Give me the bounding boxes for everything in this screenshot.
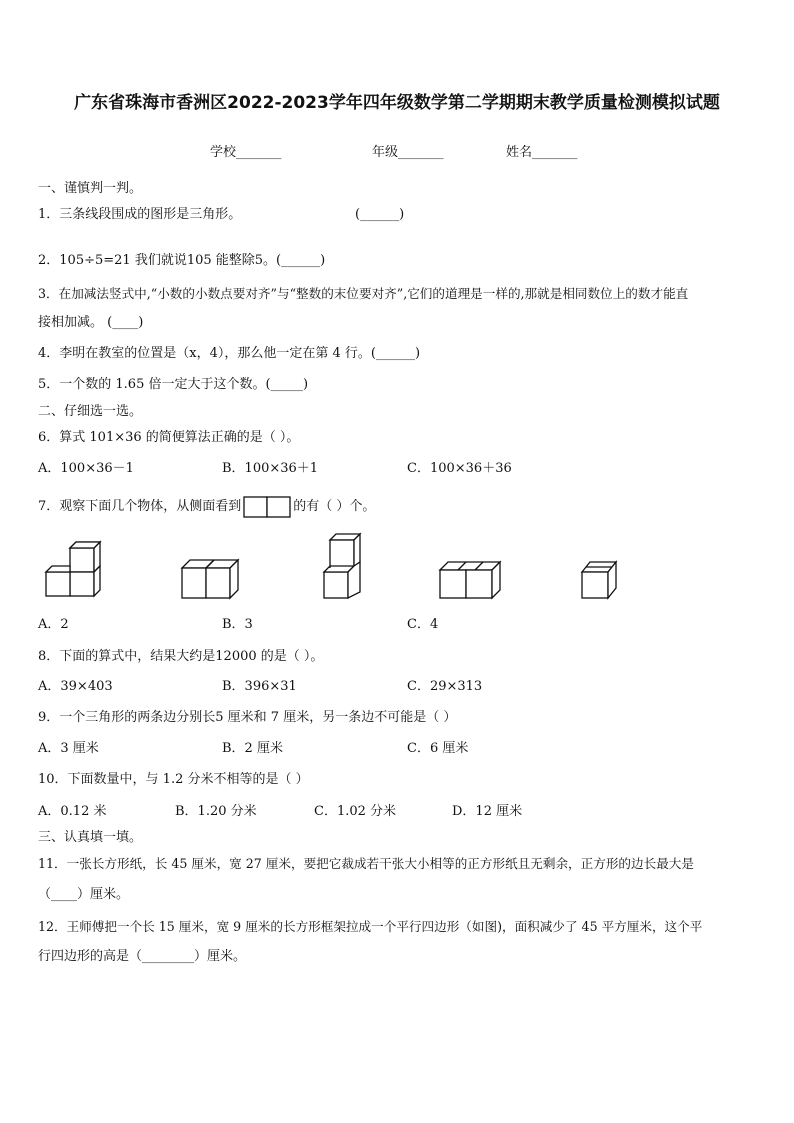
question-10-option-b: B．1.20 分米 <box>175 804 257 819</box>
question-12-line-2: 行四边形的高是（________）厘米。 <box>38 949 247 964</box>
question-11-line-2: （____）厘米。 <box>38 887 130 902</box>
question-9: 9．一个三角形的两条边分别长5 厘米和 7 厘米，另一条边不可能是（ ） <box>38 710 457 725</box>
question-9-option-b: B．2 厘米 <box>222 741 283 756</box>
question-8-option-b: B．396×31 <box>222 679 297 694</box>
grade-field: 年级_______ <box>372 145 444 160</box>
question-6-option-b: B．100×36＋1 <box>222 461 319 476</box>
question-1 <box>38 206 241 224</box>
question-2: 2．105÷5=21 我们就说105 能整除5。(______) <box>38 253 326 268</box>
question-7-text-before: 7．观察下面几个物体，从侧面看到 <box>38 499 242 514</box>
cube-figure-5 <box>580 560 620 602</box>
question-1-blank: (______) <box>355 207 405 222</box>
exam-title: 广东省珠海市香洲区2022-2023学年四年级数学第二学期期末教学质量检测模拟试题 <box>74 93 720 113</box>
question-6-option-c: C．100×36＋36 <box>407 461 512 476</box>
cube-figure-2 <box>180 556 244 602</box>
question-6: 6．算式 101×36 的简便算法正确的是（ ）。 <box>38 430 300 445</box>
question-7-option-b: B．3 <box>222 617 253 632</box>
question-5: 5．一个数的 1.65 倍一定大于这个数。(_____) <box>38 377 309 392</box>
cube-figure-1 <box>44 538 106 602</box>
cube-figure-3 <box>320 532 364 602</box>
section-1-heading: 一、谨慎判一判。 <box>38 181 143 196</box>
question-3-line-1: 3．在加减法竖式中,“小数的小数点要对齐”与“整数的末位要对齐”,它们的道理是一样的,那就是相同数位上的数才能直 <box>38 286 689 301</box>
question-10-option-a: A．0.12 米 <box>38 804 107 819</box>
cube-figure-4 <box>438 560 504 602</box>
question-7-option-c: C．4 <box>407 617 439 632</box>
question-6-option-a: A．100×36－1 <box>38 461 134 476</box>
question-8-option-a: A．39×403 <box>38 679 113 694</box>
question-4: 4．李明在教室的位置是（x，4），那么他一定在第 4 行。(______) <box>38 346 421 361</box>
question-10-option-d: D．12 厘米 <box>452 804 523 819</box>
question-10: 10．下面数量中，与 1.2 分米不相等的是（ ） <box>38 772 309 787</box>
question-7-text-after: 的有（ ）个。 <box>293 499 376 514</box>
question-10-option-c: C．1.02 分米 <box>314 804 397 819</box>
section-2-heading: 二、仔细选一选。 <box>38 404 143 419</box>
question-8: 8．下面的算式中，结果大约是12000 的是（ ）。 <box>38 649 324 664</box>
question-3-line-2: 接相加减。 (____) <box>38 315 144 330</box>
question-11-line-1: 11．一张长方形纸，长 45 厘米，宽 27 厘米，要把它裁成若干张大小相等的正方形纸且无剩余，正方形的边长最大是 <box>38 856 694 871</box>
question-9-option-c: C．6 厘米 <box>407 741 469 756</box>
question-7 <box>38 495 375 519</box>
question-7-option-a: A．2 <box>38 617 69 632</box>
question-9-option-a: A．3 厘米 <box>38 741 99 756</box>
name-field: 姓名_______ <box>506 145 578 160</box>
section-3-heading: 三、认真填一填。 <box>38 830 143 845</box>
question-8-option-c: C．29×313 <box>407 679 483 694</box>
question-1-text: 1．三条线段围成的图形是三角形。 <box>38 207 242 222</box>
question-12-line-1: 12．王师傅把一个长 15 厘米，宽 9 厘米的长方形框架拉成一个平行四边形（如图)，面积减少了 45 平方厘米，这个平 <box>38 919 703 934</box>
side-view-two-squares-icon <box>243 496 291 518</box>
school-field: 学校_______ <box>210 145 282 160</box>
